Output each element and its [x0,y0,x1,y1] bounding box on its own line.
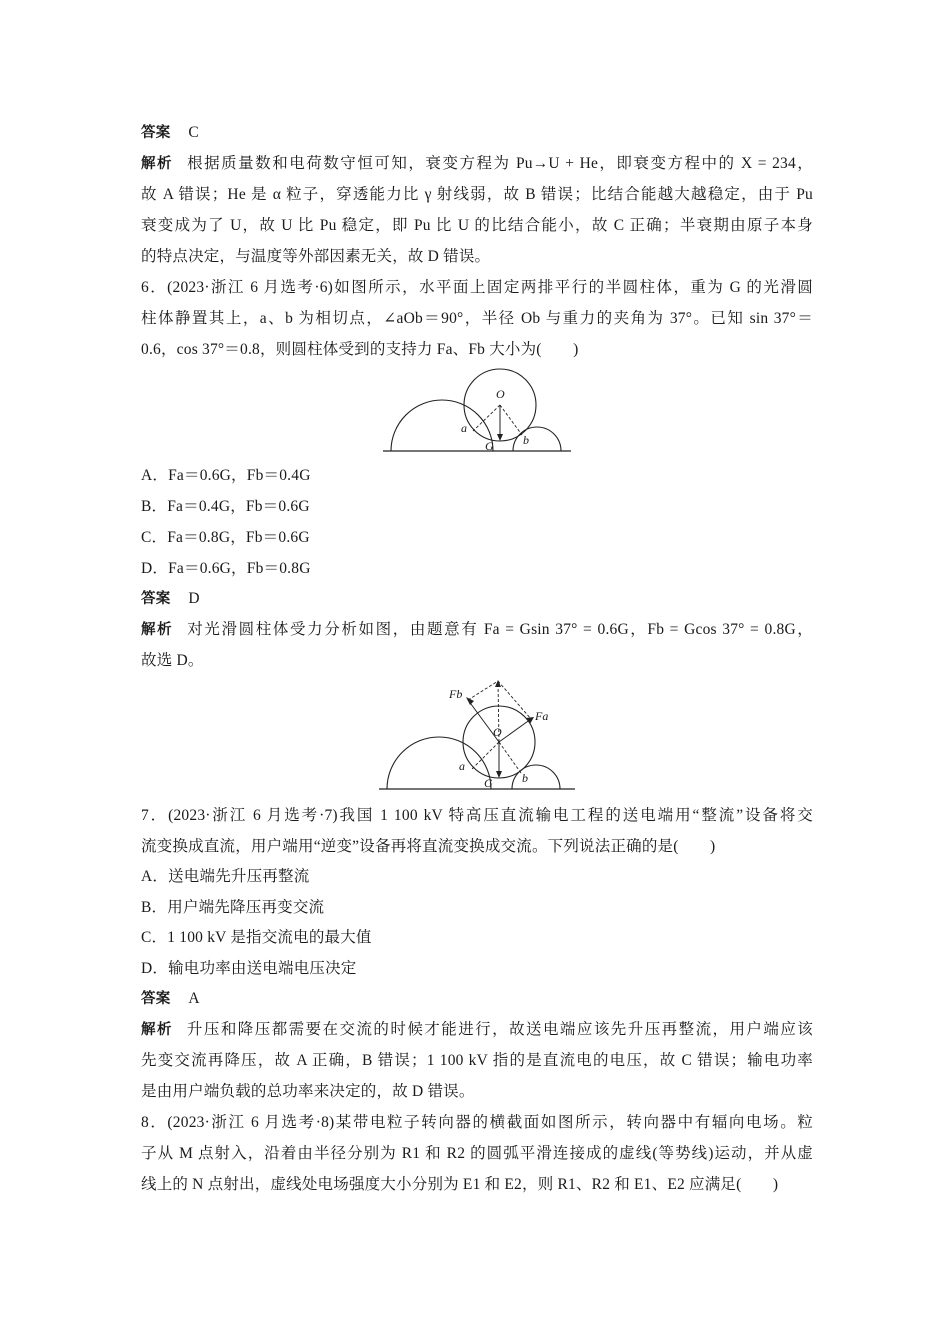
label-a: a [461,421,467,435]
q6-answer-line [141,584,200,615]
radius-oa [473,405,500,431]
q7-stem-line: 7．(2023·浙江 6 月选考·7)我国 1 100 kV 特高压直流输电工程的送电端用“整流”设备将交 [141,807,813,824]
q8-stem-line: 8．(2023·浙江 6 月选考·8)某带电粒子转向器的横截面如图所示，转向器中有辐向电场。粒 [141,1114,813,1131]
analysis-label: 解析 [141,622,174,638]
analysis-label: 解析 [141,1022,173,1038]
q7-analysis-line [141,1015,813,1046]
q6-stem-line: 0.6，cos 37°＝0.8，则圆柱体受到的支持力 Fa、Fb 大小为( ) [141,341,579,358]
gravity-arrow-head [496,771,502,778]
label-a: a [459,759,465,773]
q6-stem-line: 柱体静置其上，a、b 为相切点，∠aOb＝90°，半径 Ob 与重力的夹角为 37°。已知 sin 37°＝ [141,310,813,327]
answer-label: 答案 [141,991,171,1007]
resultant-arrow-head [495,680,501,687]
left-half-cylinder [391,400,493,451]
radius-ob [500,405,522,435]
parallelogram-top-right [498,681,531,719]
q7-analysis-line: 是由用户端负载的总功率来决定的，故 D 错误。 [141,1083,475,1100]
q6-option-c: C．Fa＝0.8G，Fb＝0.6G [141,529,310,546]
answer-value: D [188,590,200,607]
q6-figure-1 [383,368,573,458]
answer-label: 答案 [141,125,171,141]
label-O: O [496,387,505,401]
q6-stem-line: 6．(2023·浙江 6 月选考·6)如图所示，水平面上固定两排平行的半圆柱体，重为 G 的光滑圆 [141,279,813,296]
q5-analysis-line: 的特点决定，与温度等外部因素无关，故 D 错误。 [141,248,491,265]
analysis-label: 解析 [141,156,174,172]
radius-ob-dashed [499,742,521,773]
answer-value: C [188,124,199,141]
gravity-arrow-head [497,434,503,441]
answer-value: A [188,990,200,1007]
label-Fa: Fa [535,709,549,723]
q7-option-b: B．用户端先降压再变交流 [141,899,325,916]
q7-answer-line [141,984,200,1015]
label-b: b [523,433,529,447]
q6-option-b: B．Fa＝0.4G，Fb＝0.6G [141,498,310,515]
analysis-text: 根据质量数和电荷数守恒可知，衰变方程为 Pu→U + He，即衰变方程中的 X = 234， [187,155,813,172]
q8-stem-line: 线上的 N 点射出，虚线处电场强度大小分别为 E1 和 E2，则 R1、R2 和 E1、E2 应满足( ) [141,1176,779,1193]
analysis-text: 升压和降压都需要在交流的时候才能进行，故送电端应该先升压再整流，用户端应该 [186,1021,814,1038]
label-G: G [485,439,494,453]
left-half-cylinder [387,737,491,789]
force-fb-arrow-head [466,697,474,705]
q7-option-d: D．输电功率由送电端电压决定 [141,960,357,977]
q5-analysis-line [141,149,813,180]
q8-stem-line: 子从 M 点射入，沿着由半径分别为 R1 和 R2 的圆弧平滑连接成的虚线(等势线)运动，并从虚 [141,1145,813,1162]
q7-option-a: A．送电端先升压再整流 [141,868,310,885]
q6-figure-2 [379,678,579,794]
right-half-cylinder [513,427,561,451]
q7-analysis-line: 先变交流再降压，故 A 正确，B 错误；1 100 kV 指的是直流电的电压，故 C 错误；输电功率 [141,1052,813,1069]
q5-analysis-line: 衰变成为了 U，故 U 比 Pu 稳定，即 Pu 比 U 的比结合能小，故 C 正确；半衰期由原子本身 [141,217,813,234]
q6-analysis-line [141,615,813,646]
right-half-cylinder [512,765,560,789]
label-b: b [522,771,528,785]
q7-option-c: C．1 100 kV 是指交流电的最大值 [141,929,372,946]
label-G: G [484,776,493,790]
analysis-text: 对光滑圆柱体受力分析如图，由题意有 Fa = Gsin 37° = 0.6G，Fb = Gcos 37° = 0.8G， [187,621,813,638]
label-O: O [493,725,502,739]
q6-analysis-line: 故选 D。 [141,652,204,669]
q7-stem-line: 流变换成直流，用户端用“逆变”设备再将直流变换成交流。下列说法正确的是( ) [141,838,716,855]
label-Fb: Fb [449,687,463,701]
q5-analysis-line: 故 A 错误；He 是 α 粒子，穿透能力比 γ 射线弱，故 B 错误；比结合能越大越稳定，由于 Pu [141,186,813,203]
q5-answer-line [141,118,199,149]
answer-label: 答案 [141,591,171,607]
force-fa-arrow [499,719,531,742]
q6-option-d: D．Fa＝0.6G，Fb＝0.8G [141,560,311,577]
q6-option-a: A．Fa＝0.6G，Fb＝0.4G [141,467,311,484]
parallelogram-top-left [468,681,498,700]
